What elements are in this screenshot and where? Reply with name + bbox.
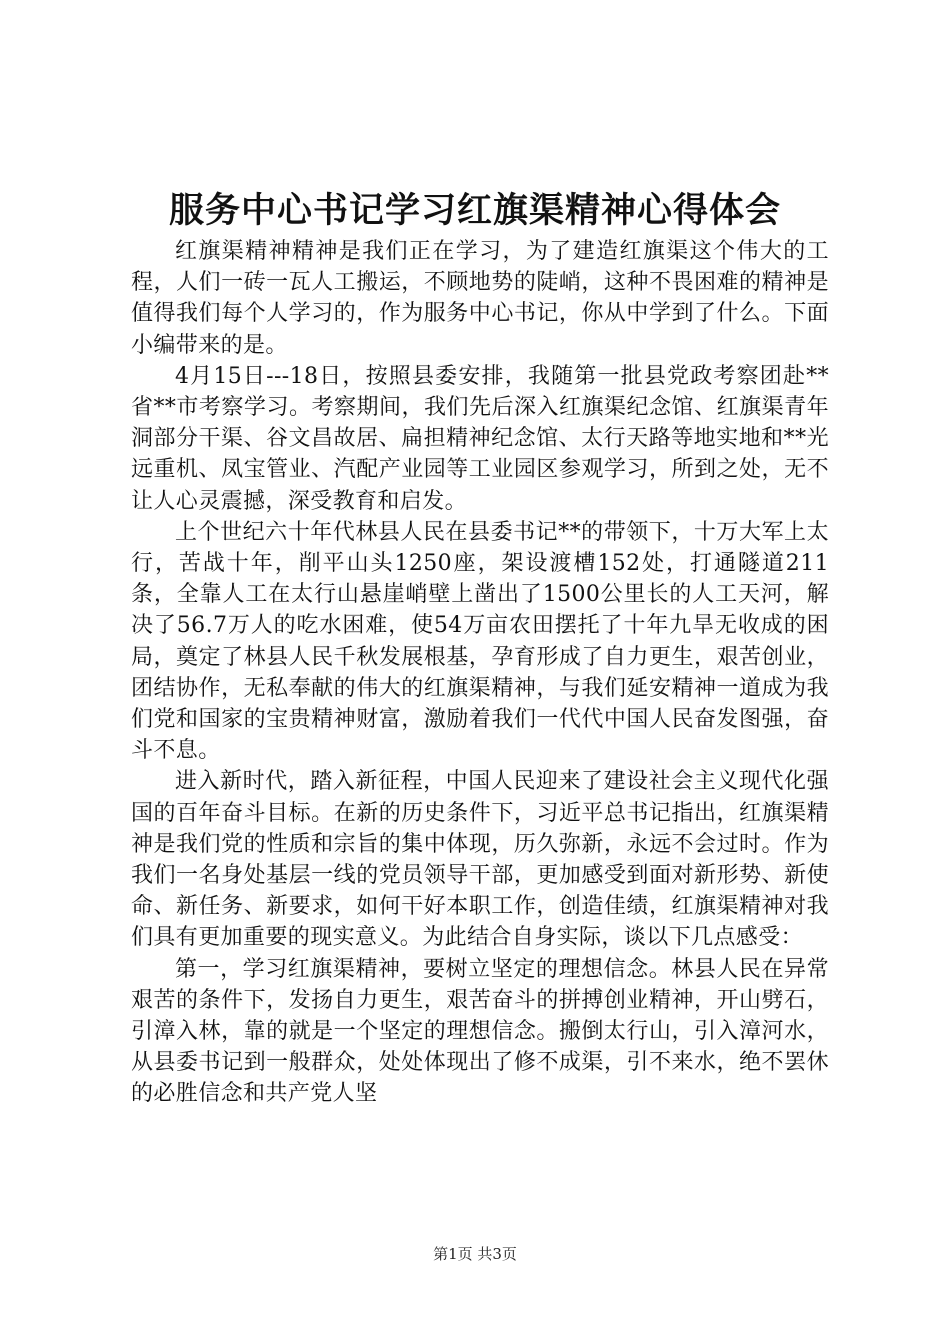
paragraph-inspection-trip: 4月15日---18日，按照县委安排，我随第一批县党政考察团赴**省**市考察学习。考察期间，我们先后深入红旗渠纪念馆、红旗渠青年洞部分干渠、谷文昌故居、扁担精神纪念馆、太行天路等地实地和**光远重机、凤宝管业、汽配产业园等工业园区参观学习，所到之处，无不让人心灵震撼，深受教育和启发。 (131, 363, 829, 514)
paragraph-intro: 红旗渠精神精神是我们正在学习，为了建造红旗渠这个伟大的工程，人们一砖一瓦人工搬运，不顾地势的陡峭，这种不畏困难的精神是值得我们每个人学习的，作为服务中心书记，你从中学到了什么。下面小编带来的是。 (131, 239, 829, 358)
paragraph-point-one: 第一，学习红旗渠精神，要树立坚定的理想信念。林县人民在异常艰苦的条件下，发扬自力更生，艰苦奋斗的拼搏创业精神，开山劈石，引漳入林，靠的就是一个坚定的理想信念。搬倒太行山，引入漳河水，从县委书记到一般群众，处处体现出了修不成渠，引不来水，绝不罢休的必胜信念和共产党人坚 (131, 956, 829, 1107)
document-body (131, 236, 829, 1110)
document-title: 服务中心书记学习红旗渠精神心得体会 (168, 190, 781, 231)
paragraph-new-era: 进入新时代，踏入新征程，中国人民迎来了建设社会主义现代化强国的百年奋斗目标。在新的历史条件下，习近平总书记指出，红旗渠精神是我们党的性质和宗旨的集中体现，历久弥新，永远不会过时。作为我们一名身处基层一线的党员领导干部，更加感受到面对新形势、新使命、新任务、新要求，如何干好本职工作，创造佳绩，红旗渠精神对我们具有更加重要的现实意义。为此结合自身实际，谈以下几点感受： (131, 769, 829, 951)
page-number-footer: 第1页 共3页 (433, 1245, 517, 1263)
paragraph-history: 上个世纪六十年代林县人民在县委书记**的带领下，十万大军上太行，苦战十年，削平山头1250座，架设渡槽152处，打通隧道211条，全靠人工在太行山悬崖峭壁上凿出了1500公里长的人工天河，解决了56.7万人的吃水困难，使54万亩农田摆托了十年九旱无收成的困局，奠定了林县人民千秋发展根基，孕育形成了自力更生，艰苦创业，团结协作，无私奉献的伟大的红旗渠精神，与我们延安精神一道成为我们党和国家的宝贵精神财富，激励着我们一代代中国人民奋发图强，奋斗不息。 (131, 519, 829, 764)
